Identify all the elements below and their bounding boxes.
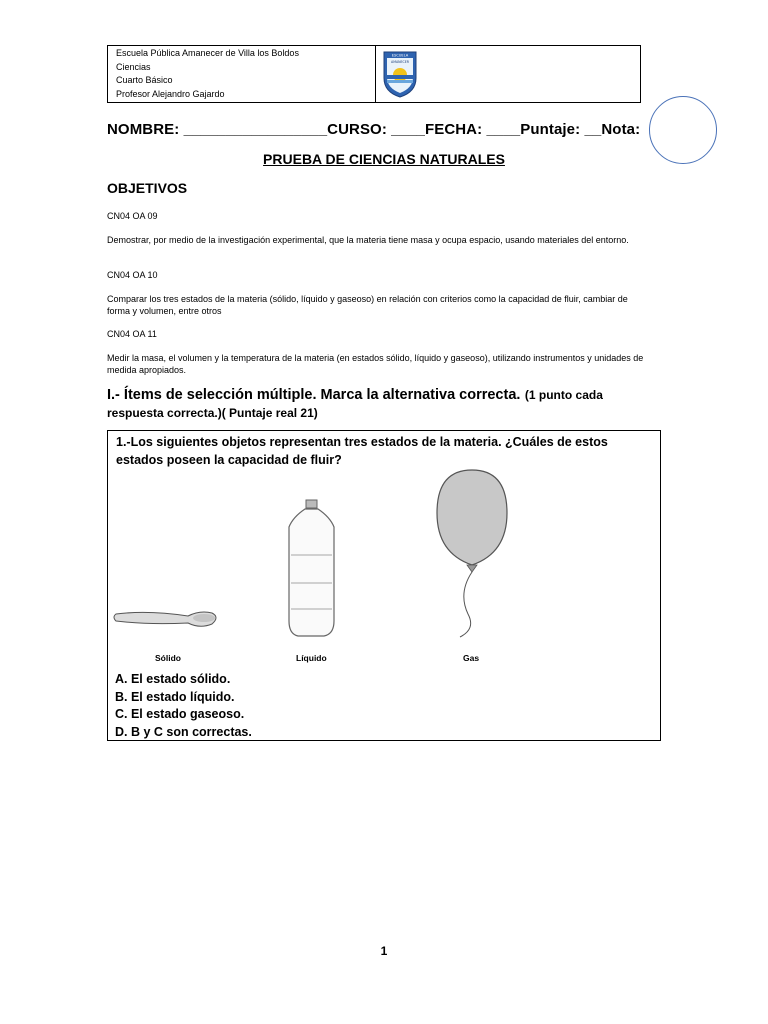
- objective-code: CN04 OA 09: [107, 211, 158, 221]
- objective-text: Comparar los tres estados de la materia (sólido, líquido y gaseoso) en relación con criterios como la capacidad de fluir, cambiar de forma y volumen, entre otros: [107, 294, 628, 316]
- teacher-name: Profesor Alejandro Gajardo: [116, 88, 225, 99]
- answer-options: [115, 671, 252, 741]
- states-of-matter-illustration: [108, 431, 662, 671]
- school-logo: [382, 48, 418, 98]
- caption-gas: Gas: [463, 653, 480, 663]
- objectives-heading: OBJETIVOS: [107, 180, 188, 196]
- grade-level: Cuarto Básico: [116, 75, 173, 85]
- spoon-icon: [114, 612, 216, 626]
- bottle-icon: [289, 500, 334, 636]
- test-title-text: PRUEBA DE CIENCIAS NATURALES: [263, 151, 505, 167]
- section-1-note: (1 punto cada respuesta correcta.)( Puntaje real 21): [107, 388, 603, 420]
- question-1-box: [107, 430, 661, 741]
- objective-text: Medir la masa, el volumen y la temperatura de la materia (en estados sólido, líquido y gaseoso), utilizando instrumentos y unidades de medida apropiados.: [107, 353, 644, 375]
- section-1-title: I.- Ítems de selección múltiple. Marca la alternativa correcta.: [107, 387, 521, 403]
- option-b[interactable]: B. El estado líquido.: [115, 689, 235, 704]
- option-a[interactable]: A. El estado sólido.: [115, 672, 231, 686]
- section-1-heading: [107, 386, 647, 422]
- subject-name: Ciencias: [116, 61, 151, 72]
- objective-text: Demostrar, por medio de la investigación experimental, que la materia tiene masa y ocupa espacio, usando materiales del entorno.: [107, 235, 629, 245]
- balloon-icon: [437, 470, 507, 637]
- option-d[interactable]: D. B y C son correctas.: [115, 724, 252, 739]
- option-c[interactable]: C. El estado gaseoso.: [115, 707, 245, 721]
- logo-text-bottom: AMANECER: [391, 60, 409, 64]
- caption-liquid: Líquido: [296, 653, 327, 663]
- caption-solid: Sólido: [155, 653, 181, 663]
- school-name: Escuela Pública Amanecer de Villa los Boldos: [116, 48, 299, 58]
- header-info: [108, 46, 376, 102]
- objective-code: CN04 OA 10: [107, 270, 158, 280]
- header-table: [107, 45, 641, 103]
- student-info-line: NOMBRE: _________________CURSO: ____FECHA: ____Puntaje: __Nota:: [107, 121, 641, 138]
- page-number: 1: [380, 944, 388, 958]
- question-1-text: 1.-Los siguientes objetos representan tres estados de la materia. ¿Cuáles de estos estados poseen la capacidad de fluir?: [116, 435, 608, 467]
- test-title: [0, 151, 768, 167]
- logo-text-top: ESCUELA: [391, 53, 409, 58]
- objective-code: CN04 OA 11: [107, 329, 157, 339]
